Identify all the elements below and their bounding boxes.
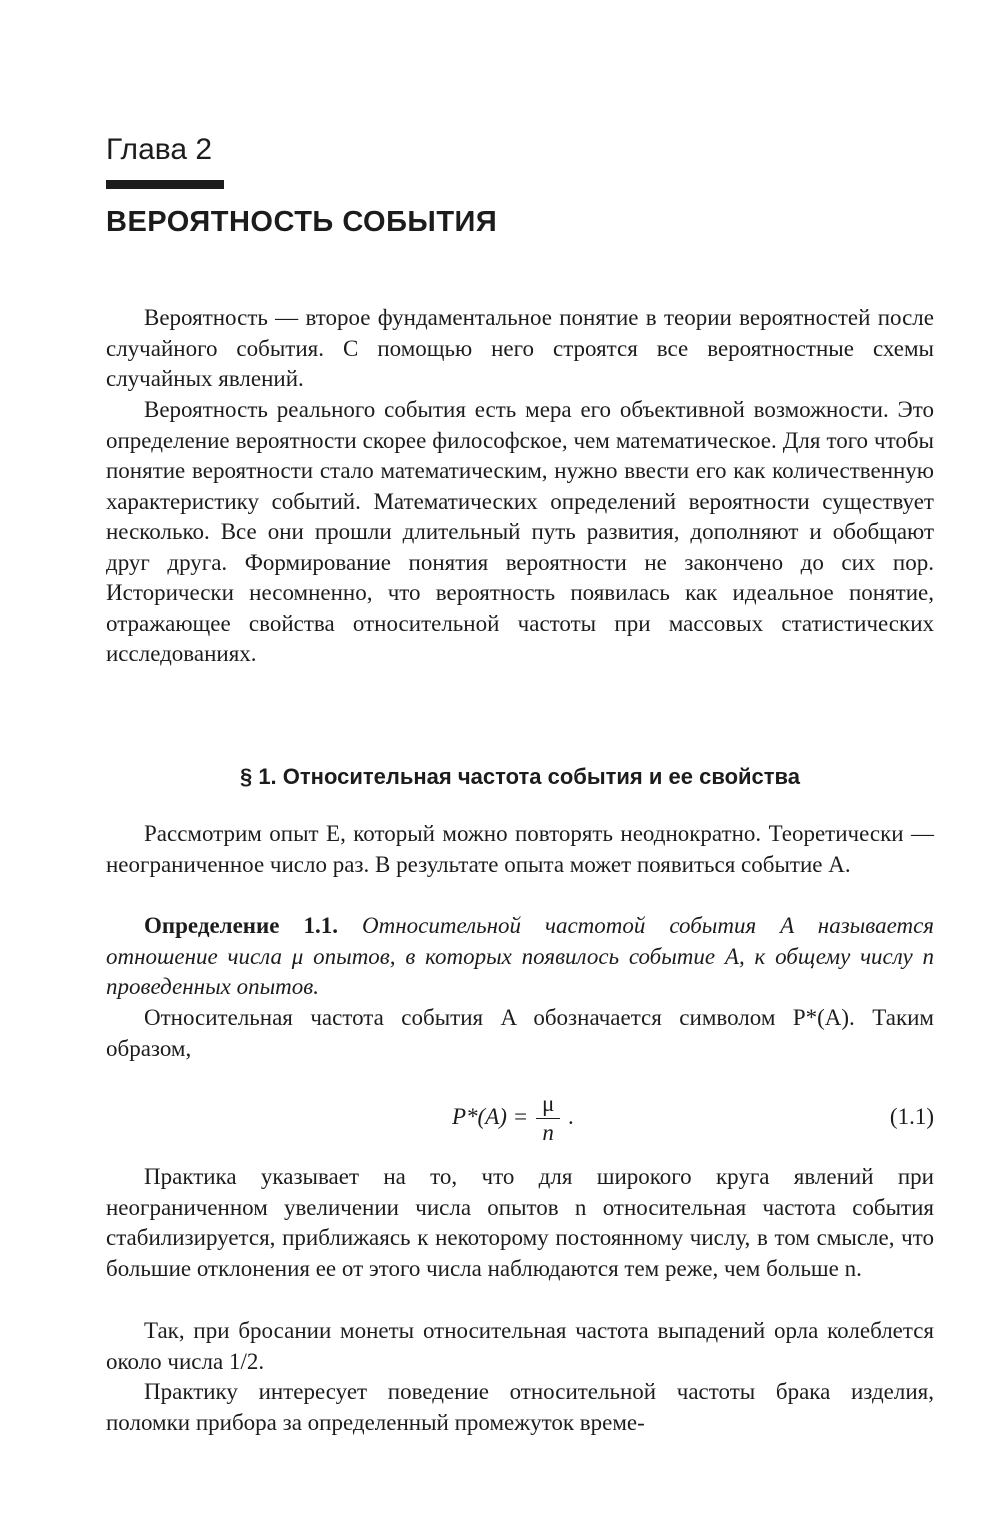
formula-trail: . — [568, 1103, 574, 1129]
definition-paragraph — [106, 911, 934, 1003]
formula-number: (1.1) — [889, 1104, 934, 1129]
intro-paragraph-1: Вероятность — второе фундаментальное понятие в теории вероятностей после случайного события. С помощью него строятся все вероятностные схемы случайных явлений. — [106, 305, 934, 391]
definition-text: Относительной частотой события A называется отношение числа μ опытов, в которых появилось событие A, к общему числу n проведенных опытов. — [106, 913, 934, 999]
intro-paragraph-2: Вероятность реального события есть мера его объективной возможности. Это определение вероятности скорее философское, чем математическое. Для того чтобы понятие вероятности стало математическим, нужно ввести его как количественную характеристику событий. Математических определений вероятности существует несколько. Все они прошли длительный путь развития, дополняют и обобщают друг друга. Формирование понятия вероятности не закончено до сих пор. Исторически несомненно, что вероятность появилась как идеальное понятие, отражающее свойства относительной частоты при массовых статистических исследованиях. — [106, 397, 934, 666]
section-paragraph-1: Рассмотрим опыт E, который можно повторять неоднократно. Теоретически — неограниченное число раз. В результате опыта может появиться событие A. — [106, 821, 934, 877]
formula-expression — [452, 1090, 574, 1147]
chapter-title: ВЕРОЯТНОСТЬ СОБЫТИЯ — [106, 206, 498, 238]
formula-denominator: n — [542, 1120, 554, 1145]
section-paragraph-4: Так, при бросании монеты относительная частота выпадений орла колеблется около числа 1/2. — [106, 1318, 934, 1374]
section-paragraph-2: Относительная частота события A обозначается символом P*(A). Таким образом, — [106, 1005, 934, 1061]
formula-fraction — [536, 1090, 560, 1147]
section-heading: § 1. Относительная частота события и ее свойства — [239, 764, 801, 789]
chapter-rule — [106, 180, 224, 189]
definition-label: Определение 1.1. — [144, 913, 339, 938]
formula-lhs: P*(A) = — [452, 1103, 529, 1129]
chapter-label: Глава 2 — [106, 133, 213, 166]
section-paragraph-3: Практика указывает на то, что для широкого круга явлений при неограниченном увеличении числа опытов n относительная частота события стабилизируется, приближаясь к некоторому постоянному числу, в том смысле, что большие отклонения ее от этого числа наблюдаются тем реже, чем больше n. — [106, 1164, 934, 1281]
formula-1-1 — [106, 1082, 934, 1152]
section-paragraph-5: Практику интересует поведение относительной частоты брака изделия, поломки прибора за определенный промежуток време- — [106, 1379, 934, 1435]
formula-numerator: μ — [536, 1090, 560, 1119]
